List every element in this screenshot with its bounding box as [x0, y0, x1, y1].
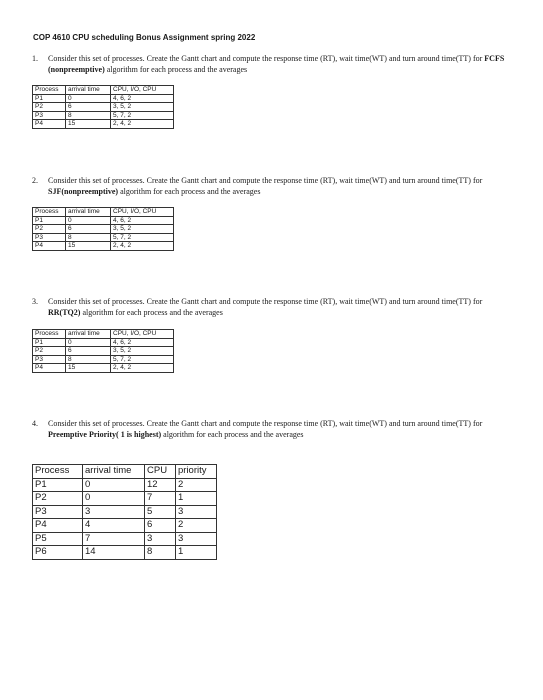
table-cell: 12	[145, 478, 176, 492]
table-row	[33, 355, 174, 364]
table-cell: 4	[83, 519, 145, 533]
table-row	[33, 338, 174, 347]
table-cell: 5, 7, 2	[111, 233, 174, 242]
process-table-2	[32, 207, 174, 251]
table-row	[33, 225, 174, 234]
table-cell: 0	[83, 492, 145, 506]
table-row	[33, 519, 217, 533]
table-row	[33, 216, 174, 225]
table-cell: 4, 6, 2	[111, 94, 174, 103]
question-text: Consider this set of processes. Create the Gantt chart and compute the response time (RT), wait time(WT) and turn around time(TT) for FCFS (nonpreemptive) algorithm for each process and the averages	[48, 54, 505, 74]
table-cell: 8	[145, 546, 176, 560]
question-4	[32, 419, 510, 440]
table-cell: 0	[66, 94, 111, 103]
table-cell: 5, 7, 2	[111, 111, 174, 120]
table-header-row	[33, 208, 174, 217]
table-cell: 0	[66, 216, 111, 225]
table-cell: P4	[33, 242, 66, 251]
table-cell: P6	[33, 546, 83, 560]
table-cell: 5	[145, 505, 176, 519]
table-cell: P2	[33, 103, 66, 112]
table-cell: 2, 4, 2	[111, 120, 174, 129]
table-cell: 6	[66, 347, 111, 356]
column-header: arrival time	[83, 465, 145, 479]
table-cell: 8	[66, 233, 111, 242]
table-row	[33, 242, 174, 251]
table-cell: P1	[33, 478, 83, 492]
question-2	[32, 176, 510, 197]
table-row	[33, 532, 217, 546]
table-cell: 3, 5, 2	[111, 103, 174, 112]
table-cell: 14	[83, 546, 145, 560]
table-cell: P1	[33, 94, 66, 103]
table-cell: 3	[176, 505, 217, 519]
table-cell: 3	[176, 532, 217, 546]
question-1	[32, 54, 510, 75]
question-3	[32, 297, 510, 318]
table-cell: P3	[33, 111, 66, 120]
question-number: 3.	[32, 297, 38, 306]
column-header: Process	[33, 465, 83, 479]
table-cell: P4	[33, 519, 83, 533]
table-cell: 8	[66, 355, 111, 364]
question-number: 4.	[32, 419, 38, 428]
table-cell: 15	[66, 364, 111, 373]
assignment-title: COP 4610 CPU scheduling Bonus Assignment spring 2022	[33, 33, 256, 42]
table-cell: 2	[176, 519, 217, 533]
question-text: Consider this set of processes. Create the Gantt chart and compute the response time (RT), wait time(WT) and turn around time(TT) for Preemptive Priority( 1 is highest) algorithm for each process and the averages	[48, 419, 483, 439]
table-cell: 7	[145, 492, 176, 506]
table-cell: 5, 7, 2	[111, 355, 174, 364]
question-number: 2.	[32, 176, 38, 185]
process-table-4	[32, 464, 217, 560]
table-row	[33, 478, 217, 492]
column-header: Process	[33, 330, 66, 339]
table-cell: 4, 6, 2	[111, 216, 174, 225]
column-header: Process	[33, 208, 66, 217]
column-header: CPU	[145, 465, 176, 479]
table-cell: 15	[66, 242, 111, 251]
column-header: arrival time	[66, 208, 111, 217]
table-header-row	[33, 465, 217, 479]
table-row	[33, 546, 217, 560]
table-cell: 6	[66, 225, 111, 234]
algorithm-name: RR(TQ2)	[48, 307, 81, 317]
table-cell: P4	[33, 364, 66, 373]
table-cell: 1	[176, 492, 217, 506]
table-row	[33, 94, 174, 103]
table-cell: 0	[83, 478, 145, 492]
table-row	[33, 492, 217, 506]
question-text: Consider this set of processes. Create the Gantt chart and compute the response time (RT), wait time(WT) and turn around time(TT) for SJF(nonpreemptive) algorithm for each process and the averages	[48, 176, 483, 196]
table-cell: 3, 5, 2	[111, 225, 174, 234]
table-cell: P3	[33, 233, 66, 242]
question-number: 1.	[32, 54, 38, 63]
table-cell: 6	[145, 519, 176, 533]
table-cell: 2, 4, 2	[111, 364, 174, 373]
table-row	[33, 364, 174, 373]
table-row	[33, 120, 174, 129]
column-header: CPU, I/O, CPU	[111, 86, 174, 95]
table-cell: P2	[33, 492, 83, 506]
table-cell: P3	[33, 355, 66, 364]
table-cell: P4	[33, 120, 66, 129]
table-cell: 3	[145, 532, 176, 546]
table-cell: 8	[66, 111, 111, 120]
table-row	[33, 111, 174, 120]
table-cell: P2	[33, 347, 66, 356]
table-cell: 3	[83, 505, 145, 519]
table-cell: 2	[176, 478, 217, 492]
column-header: priority	[176, 465, 217, 479]
column-header: CPU, I/O, CPU	[111, 208, 174, 217]
process-table-3	[32, 329, 174, 373]
table-cell: 15	[66, 120, 111, 129]
algorithm-name: SJF(nonpreemptive)	[48, 186, 119, 196]
table-cell: P5	[33, 532, 83, 546]
table-cell: 4, 6, 2	[111, 338, 174, 347]
algorithm-name: Preemptive Priority( 1 is highest)	[48, 429, 162, 439]
table-cell: P3	[33, 505, 83, 519]
table-cell: P2	[33, 225, 66, 234]
table-cell: P1	[33, 338, 66, 347]
question-text: Consider this set of processes. Create the Gantt chart and compute the response time (RT), wait time(WT) and turn around time(TT) for RR(TQ2) algorithm for each process and the averages	[48, 297, 483, 317]
algorithm-name: FCFS (nonpreemptive)	[48, 54, 505, 74]
table-cell: 0	[66, 338, 111, 347]
table-cell: 6	[66, 103, 111, 112]
table-header-row	[33, 86, 174, 95]
column-header: Process	[33, 86, 66, 95]
table-row	[33, 233, 174, 242]
table-row	[33, 103, 174, 112]
column-header: arrival time	[66, 330, 111, 339]
table-cell: 2, 4, 2	[111, 242, 174, 251]
table-row	[33, 505, 217, 519]
table-cell: P1	[33, 216, 66, 225]
column-header: CPU, I/O, CPU	[111, 330, 174, 339]
table-row	[33, 347, 174, 356]
process-table-1	[32, 85, 174, 129]
table-cell: 1	[176, 546, 217, 560]
table-header-row	[33, 330, 174, 339]
table-cell: 3, 5, 2	[111, 347, 174, 356]
column-header: arrival time	[66, 86, 111, 95]
table-cell: 7	[83, 532, 145, 546]
